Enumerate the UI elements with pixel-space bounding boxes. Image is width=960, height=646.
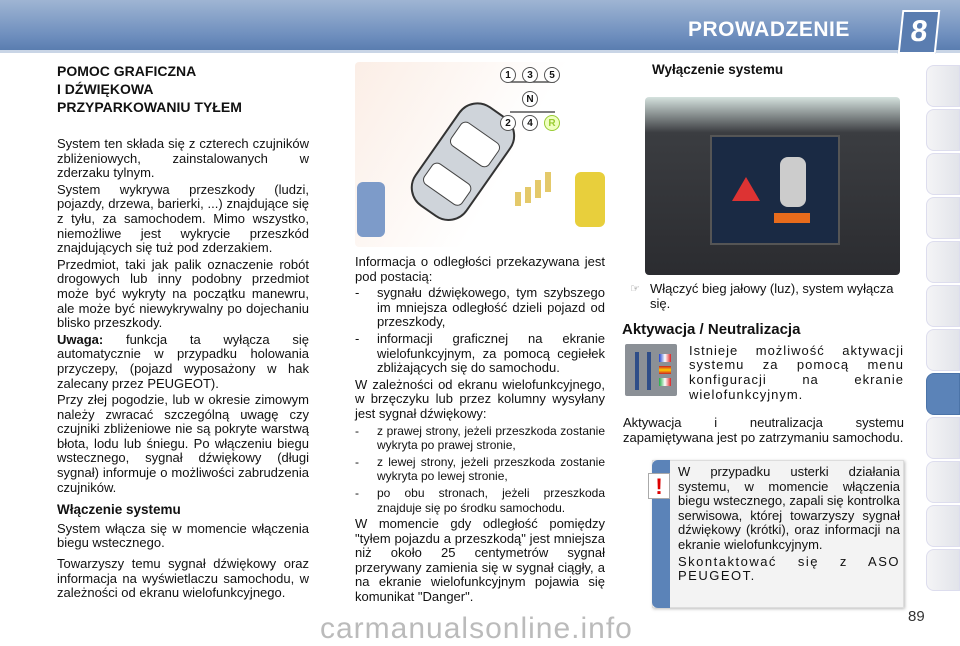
paragraph: W zależności od ekranu wielofunkcyjnego, w brzęczyku lub przez kolumny wysyłany jest sygnał dźwiękowy: xyxy=(355,376,605,421)
chapter-tab[interactable] xyxy=(926,329,960,371)
left-column xyxy=(57,62,309,603)
chapter-tab[interactable] xyxy=(926,109,960,151)
note-text: funkcja ta wyłącza się automatycznie w przypadku holowania przyczepy, (pojazd wyposażony w hak zalecany przez PEUGEOT). xyxy=(57,331,309,391)
gear-1: 1 xyxy=(500,67,516,83)
display-screen xyxy=(710,135,840,245)
paragraph: Skontaktować się z ASO PEUGEOT. xyxy=(678,553,900,584)
watermark: carmanualsonline.info xyxy=(320,612,633,645)
right-obstacle xyxy=(575,172,605,227)
paragraph: Aktywacja i neutralizacja systemu zapamiętywana jest po zatrzymaniu samochodu. xyxy=(623,415,904,445)
warning-triangle-icon xyxy=(732,177,760,201)
paragraph: Przedmiot, taki jak palik oznaczenie robót drogowych lub inny podobny przedmiot może być wykryty na początku manewru, ale może być niewykrywalny po dojechaniu blisko przeszkody. xyxy=(57,256,309,331)
title-line: PRZYPARKOWANIU TYŁEM xyxy=(57,99,242,115)
middle-column xyxy=(355,255,605,607)
gear-3: 3 xyxy=(522,67,538,83)
pointing-hand-icon: ☞ xyxy=(630,283,640,295)
title-line: I DŹWIĘKOWA xyxy=(57,81,154,97)
gear-reverse: R xyxy=(544,115,560,131)
paragraph: Przy złej pogodzie, lub w okresie zimowym należy zwracać szczególną uwagę czy czujniki zbliżeniowe nie są pokryte warstwą błota, lodu lub śniegu. Po włączeniu biegu wstecznego, sygnał dźwiękowy (długi sygnał) informuje o możliwości zabrudzenia czujników. xyxy=(57,392,309,495)
list-text: informacji graficznej na ekranie wielofunkcyjnym, za pomocą cegiełek zbliżających się do samochodu. xyxy=(377,330,605,376)
chapter-tab[interactable] xyxy=(926,285,960,327)
chapter-tab[interactable] xyxy=(926,241,960,283)
list-text: po obu stronach, jeżeli przeszkoda znajduje się po środku samochodu. xyxy=(377,485,605,515)
chapter-tabs xyxy=(926,65,960,635)
step-text: Włączyć bieg jałowy (luz), system wyłącza się. xyxy=(650,281,894,311)
paragraph: Istnieje możliwość aktywacji systemu za pomocą menu konfiguracji na ekranie wielofunkcyjnym. xyxy=(689,342,904,402)
warning-text xyxy=(678,465,900,586)
chapter-tab[interactable] xyxy=(926,549,960,591)
list-text: z lewej strony, jeżeli przeszkoda zostanie wykryta po lewej stronie, xyxy=(377,454,605,484)
proximity-bar xyxy=(774,213,810,223)
gear-5: 5 xyxy=(544,67,560,83)
activation-block xyxy=(620,344,904,404)
paragraph: Towarzyszy temu sygnał dźwiękowy oraz informacja na wyświetlaczu samochodu, w zależności od ekranu wielofunkcyjnego. xyxy=(57,556,309,601)
paragraph: Informacja o odległości przekazywana jest pod postacią: xyxy=(355,254,605,284)
chapter-tab-active[interactable] xyxy=(926,373,960,415)
chapter-tab[interactable] xyxy=(926,505,960,547)
car-top-icon xyxy=(780,157,806,207)
chapter-tab[interactable] xyxy=(926,461,960,503)
chapter-tab[interactable] xyxy=(926,65,960,107)
list-item: - informacji graficznej na ekranie wielofunkcyjnym, za pomocą cegiełek zbliżających się do samochodu. xyxy=(355,330,605,376)
gear-n: N xyxy=(522,91,538,107)
list-item: - z prawej strony, jeżeli przeszkoda zostanie wykryta po prawej stronie, xyxy=(355,423,605,453)
chapter-number-badge: 8 xyxy=(898,10,941,54)
paragraph: System ten składa się z czterech czujników zbliżeniowych, zainstalowanych w zderzaku tylnym. xyxy=(57,136,309,181)
list-text: z prawej strony, jeżeli przeszkoda zostanie wykryta po prawej stronie, xyxy=(377,423,605,453)
settings-sliders-icon xyxy=(625,344,677,396)
paragraph: W momencie gdy odległość pomiędzy "tyłem pojazdu a przeszkodą" jest mniejsza niż około 25 centymetrów sygnał przerywany zamienia się w sygnał ciągły, a na ekranie wielofunkcyjnym pojawia się komunikat "Danger". xyxy=(355,516,605,605)
paragraph: W przypadku usterki działania systemu, w momencie włączenia biegu wstecznego, zapali się kontrolka serwisowa, której towarzyszy sygnał dźwiękowy (krótki), oraz informacji na ekranie wielofunkcyjnym. xyxy=(678,464,900,552)
paragraph: System włącza się w momencie włączenia biegu wstecznego. xyxy=(57,520,309,551)
chapter-tab[interactable] xyxy=(926,417,960,459)
paragraph xyxy=(57,333,309,391)
left-obstacle xyxy=(357,182,385,237)
gear-2: 2 xyxy=(500,115,516,131)
paragraph: System wykrywa przeszkody (ludzi, pojazdy, drzewa, barierki, ...) znajdujące się z tyłu, za samochodem. Mimo wszystko, niemożliwe jest wykrycie przeszkód znajdujących się tuż pod zderzakiem. xyxy=(57,181,309,256)
page-number: 89 xyxy=(908,608,925,625)
chapter-title: PROWADZENIE xyxy=(688,18,850,41)
list-item: - z lewej strony, jeżeli przeszkoda zostanie wykryta po lewej stronie, xyxy=(355,454,605,484)
exclamation-icon: ! xyxy=(648,473,670,499)
instruction-step xyxy=(620,282,904,311)
subheading-on: Włączenie systemu xyxy=(57,502,181,518)
right-column xyxy=(620,282,904,447)
title-line: POMOC GRAFICZNA xyxy=(57,63,197,79)
sensor-waves xyxy=(515,172,551,206)
list-item: - sygnału dźwiękowego, tym szybszego im mniejsza odległość dzieli pojazd od przeszkody, xyxy=(355,285,605,330)
list-item: - po obu stronach, jeżeli przeszkoda znajduje się po środku samochodu. xyxy=(355,485,605,515)
chapter-tab[interactable] xyxy=(926,153,960,195)
gear-4: 4 xyxy=(522,115,538,131)
parking-illustration xyxy=(355,62,605,247)
subheading-off: Wyłączenie systemu xyxy=(652,62,784,77)
multifunction-screen-photo xyxy=(645,97,900,275)
list-text: sygnału dźwiękowego, tym szybszego im mniejsza odległość dzieli pojazd od przeszkody, xyxy=(377,285,605,330)
subheading-activation: Aktywacja / Neutralizacja xyxy=(622,321,801,339)
section-title xyxy=(57,62,309,116)
chapter-tab[interactable] xyxy=(926,197,960,239)
header-divider xyxy=(0,50,960,53)
car-parking-diagram xyxy=(355,62,605,247)
note-label: Uwaga: xyxy=(57,331,104,347)
